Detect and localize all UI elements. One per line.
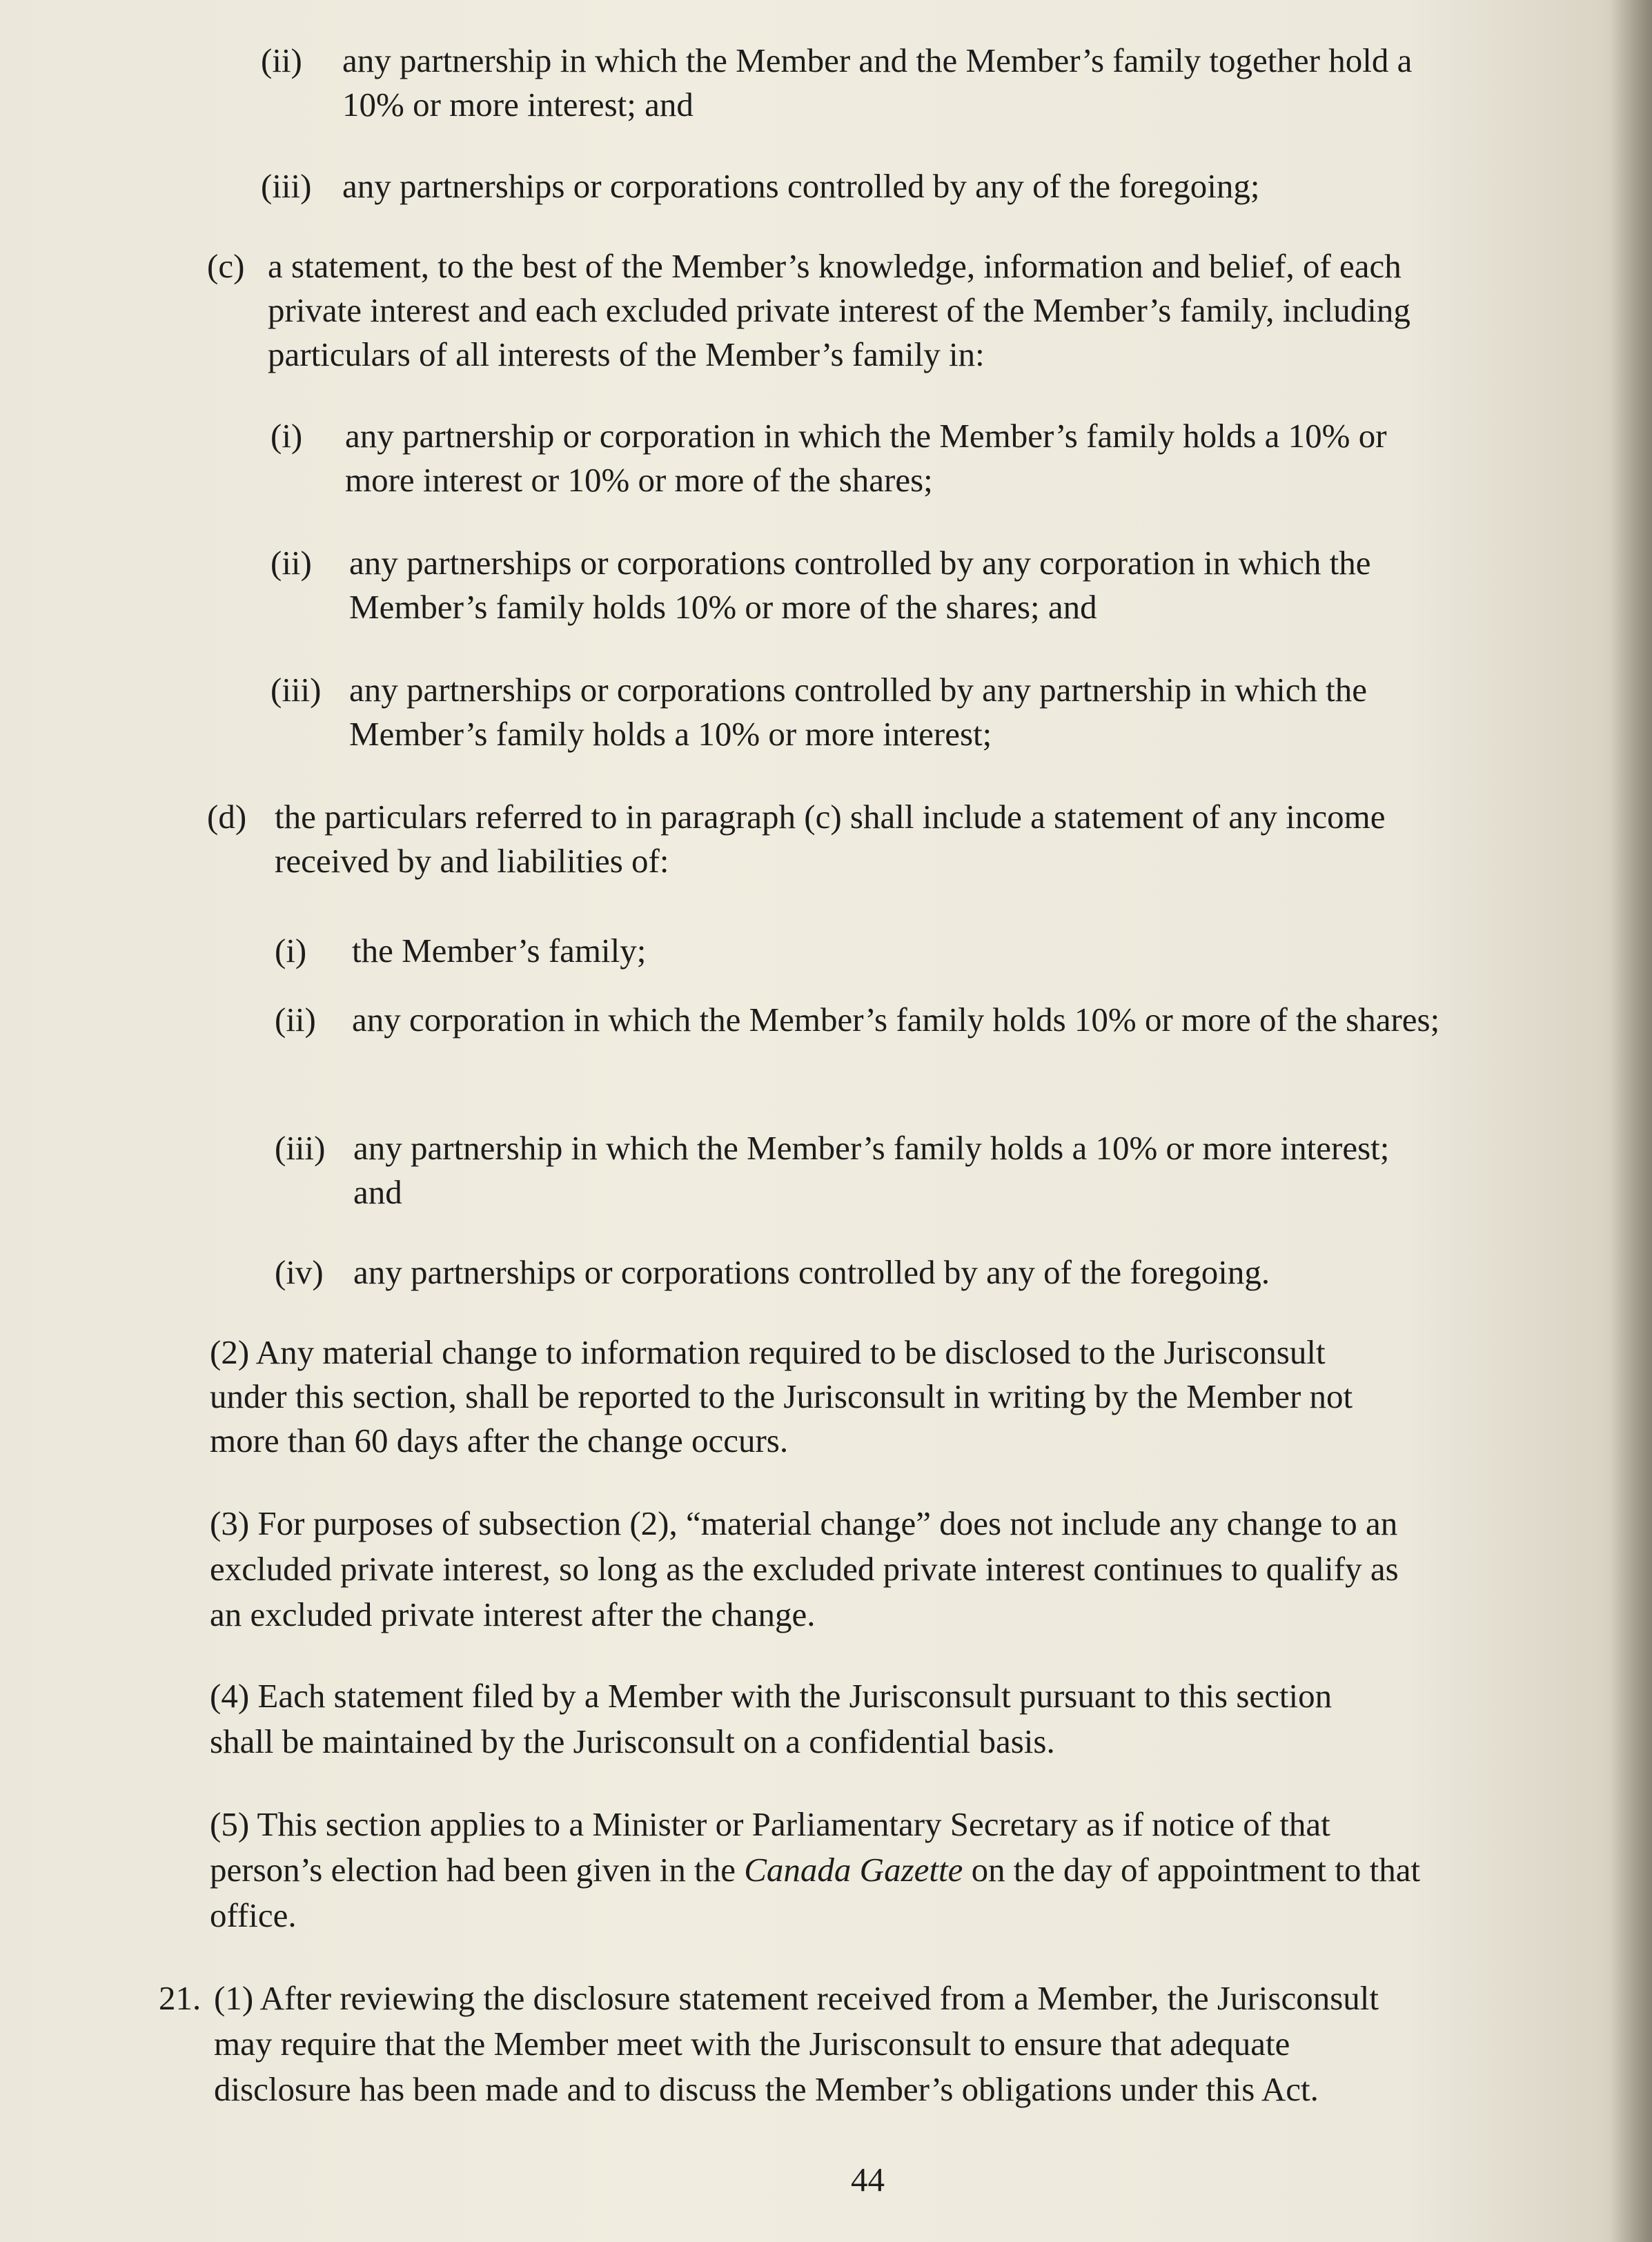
item-number: (ii) xyxy=(275,1001,316,1039)
subsection-text-line: person’s election had been given in the Canada Gazette on the day of appointment to that xyxy=(210,1851,1421,1889)
text-line: Member’s family holds a 10% or more interest; xyxy=(349,715,992,753)
text-line: private interest and each excluded private interest of the Member’s family, including xyxy=(268,291,1410,329)
section-number: 21. xyxy=(159,1979,201,2017)
item-number: (c) xyxy=(207,247,245,285)
page-edge-shadow xyxy=(1611,0,1652,2242)
item-number: (i) xyxy=(271,417,303,455)
subsection-text-line: an excluded private interest after the change. xyxy=(210,1595,816,1633)
item-number: (iii) xyxy=(275,1129,326,1167)
item-number: (i) xyxy=(275,932,307,970)
text-line: any partnership in which the Member and the Member’s family together hold a xyxy=(342,41,1413,79)
item-number: (ii) xyxy=(261,41,302,79)
text-line: the Member’s family; xyxy=(352,932,647,970)
subsection-text-line: under this section, shall be reported to the Jurisconsult in writing by the Member not xyxy=(210,1377,1353,1415)
page-number: 44 xyxy=(851,2161,885,2199)
text-line: 10% or more interest; and xyxy=(342,86,694,124)
subsection-text-line: (4) Each statement filed by a Member with the Jurisconsult pursuant to this section xyxy=(210,1677,1333,1715)
subsection-text-line: office. xyxy=(210,1896,297,1934)
publication-title: Canada Gazette xyxy=(744,1851,963,1889)
item-number: (iv) xyxy=(275,1253,324,1291)
text-line: may require that the Member meet with the Jurisconsult to ensure that adequate xyxy=(214,2025,1290,2063)
item-number: (iii) xyxy=(261,167,312,205)
text-line: any partnership or corporation in which the Member’s family holds a 10% or xyxy=(345,417,1387,455)
item-number: (iii) xyxy=(271,671,322,709)
subsection-text-line: (3) For purposes of subsection (2), “material change” does not include any change to an xyxy=(210,1504,1398,1542)
text-line: (1) After reviewing the disclosure statement received from a Member, the Jurisconsult xyxy=(214,1979,1379,2017)
text-line: disclosure has been made and to discuss the Member’s obligations under this Act. xyxy=(214,2070,1319,2108)
text-line: received by and liabilities of: xyxy=(275,842,669,880)
text-line: any partnerships or corporations controlled by any of the foregoing; xyxy=(342,167,1260,205)
text-line: any partnerships or corporations controlled by any partnership in which the xyxy=(349,671,1368,709)
text-line: the particulars referred to in paragraph (c) shall include a statement of any income xyxy=(275,798,1386,836)
subsection-text-line: shall be maintained by the Jurisconsult on a confidential basis. xyxy=(210,1722,1055,1760)
text-line: Member’s family holds 10% or more of the shares; and xyxy=(349,588,1097,626)
text-line: any partnership in which the Member’s family holds a 10% or more interest; xyxy=(353,1129,1390,1167)
item-number: (ii) xyxy=(271,544,312,582)
subsection-text-line: more than 60 days after the change occurs. xyxy=(210,1422,789,1459)
text-line: a statement, to the best of the Member’s knowledge, information and belief, of each xyxy=(268,247,1402,285)
subsection-text-line: (2) Any material change to information required to be disclosed to the Jurisconsult xyxy=(210,1333,1326,1371)
text-line: particulars of all interests of the Member’s family in: xyxy=(268,335,985,373)
text-line: any corporation in which the Member’s family holds 10% or more of the shares; xyxy=(352,1001,1440,1039)
text-line: more interest or 10% or more of the shares; xyxy=(345,461,933,499)
text-line: and xyxy=(353,1173,402,1211)
subsection-text-line: (5) This section applies to a Minister or Parliamentary Secretary as if notice of that xyxy=(210,1805,1330,1843)
item-number: (d) xyxy=(207,798,247,836)
subsection-text-line: excluded private interest, so long as the excluded private interest continues to qualify as xyxy=(210,1550,1399,1588)
text-line: any partnerships or corporations controlled by any corporation in which the xyxy=(349,544,1371,582)
text-line: any partnerships or corporations controlled by any of the foregoing. xyxy=(353,1253,1270,1291)
